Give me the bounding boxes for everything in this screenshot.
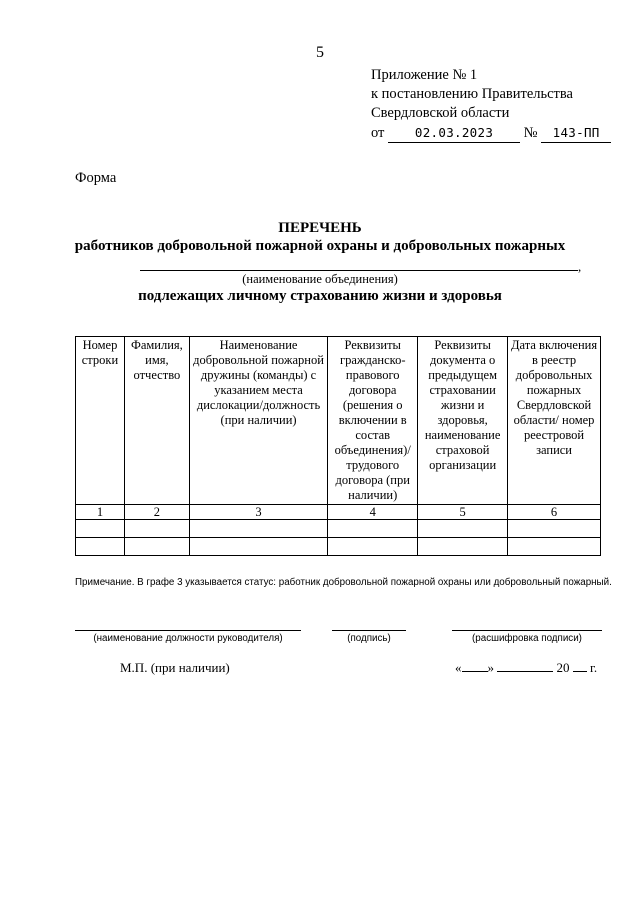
- header-registry: Дата включения в реестр добровольных пожарных Свердловской области/ номер реестровой записи: [508, 337, 601, 505]
- form-label: Форма: [75, 170, 117, 186]
- signature-label: (подпись): [347, 633, 391, 644]
- table-cell[interactable]: [76, 520, 125, 538]
- table-column-numbers: [76, 505, 601, 520]
- table-cell[interactable]: [124, 538, 189, 556]
- table-cell[interactable]: [189, 520, 327, 538]
- appendix-block: [371, 66, 611, 143]
- decoding-label: (расшифровка подписи): [472, 633, 582, 644]
- table-cell[interactable]: [508, 538, 601, 556]
- note-text: Примечание. В графе 3 указывается статус: работник добровольной пожарной охраны или добровольный пожарный.: [75, 577, 612, 588]
- doc-title: ПЕРЕЧЕНЬ: [278, 220, 362, 236]
- day-blank[interactable]: [462, 660, 488, 672]
- column-number: 4: [328, 505, 418, 520]
- table-cell[interactable]: [508, 520, 601, 538]
- appendix-line-1: Приложение № 1: [371, 67, 478, 83]
- date-prefix: от: [371, 125, 385, 141]
- table-cell[interactable]: [418, 538, 508, 556]
- year-blank[interactable]: [573, 660, 587, 672]
- table-cell[interactable]: [418, 520, 508, 538]
- header-full-name: Фамилия, имя, отчество: [124, 337, 189, 505]
- year-prefix: 20: [556, 660, 570, 675]
- association-comma: ,: [578, 259, 582, 274]
- month-blank[interactable]: [497, 660, 553, 672]
- header-contract: Реквизиты гражданско-правового договора (решения о включении в состав объединения)/ трудового договора (при наличии): [328, 337, 418, 505]
- header-insurance: Реквизиты документа о предыдущем страховании жизни и здоровья, наименование страховой организации: [418, 337, 508, 505]
- header-row-number: Номер строки: [76, 337, 125, 505]
- year-suffix: г.: [590, 660, 598, 675]
- header-brigade: Наименование добровольной пожарной дружины (команды) с указанием места дислокации/должность (при наличии): [189, 337, 327, 505]
- doc-subtitle-2: подлежащих личному страхованию жизни и здоровья: [138, 288, 502, 304]
- quote-open: «: [455, 660, 462, 675]
- page-number: 5: [316, 44, 324, 61]
- association-fill-line: [140, 270, 578, 271]
- number-prefix: №: [523, 125, 538, 141]
- column-number: 3: [189, 505, 327, 520]
- table-cell[interactable]: [124, 520, 189, 538]
- column-number: 1: [76, 505, 125, 520]
- table-cell[interactable]: [76, 538, 125, 556]
- association-hint: (наименование объединения): [242, 272, 398, 286]
- quote-close: »: [487, 660, 494, 675]
- position-label: (наименование должности руководителя): [93, 633, 283, 644]
- column-number: 2: [124, 505, 189, 520]
- position-line[interactable]: [75, 630, 301, 631]
- decree-date: 02.03.2023: [388, 123, 520, 143]
- column-number: 5: [418, 505, 508, 520]
- appendix-date-line: [371, 123, 611, 143]
- table-row: [76, 520, 601, 538]
- decree-number: 143-ПП: [541, 123, 611, 143]
- table-header-row: [76, 337, 601, 505]
- table-row: [76, 538, 601, 556]
- appendix-line-3: Свердловской области: [371, 105, 510, 121]
- employees-table: [75, 336, 601, 556]
- table-cell[interactable]: [189, 538, 327, 556]
- doc-subtitle: работников добровольной пожарной охраны и добровольных пожарных: [74, 238, 566, 254]
- decoding-line[interactable]: [452, 630, 602, 631]
- signature-line[interactable]: [332, 630, 406, 631]
- column-number: 6: [508, 505, 601, 520]
- appendix-line-2: к постановлению Правительства: [371, 86, 573, 102]
- table-cell[interactable]: [328, 538, 418, 556]
- table-cell[interactable]: [328, 520, 418, 538]
- date-fill-line: [455, 660, 597, 676]
- stamp-label: М.П. (при наличии): [120, 660, 230, 675]
